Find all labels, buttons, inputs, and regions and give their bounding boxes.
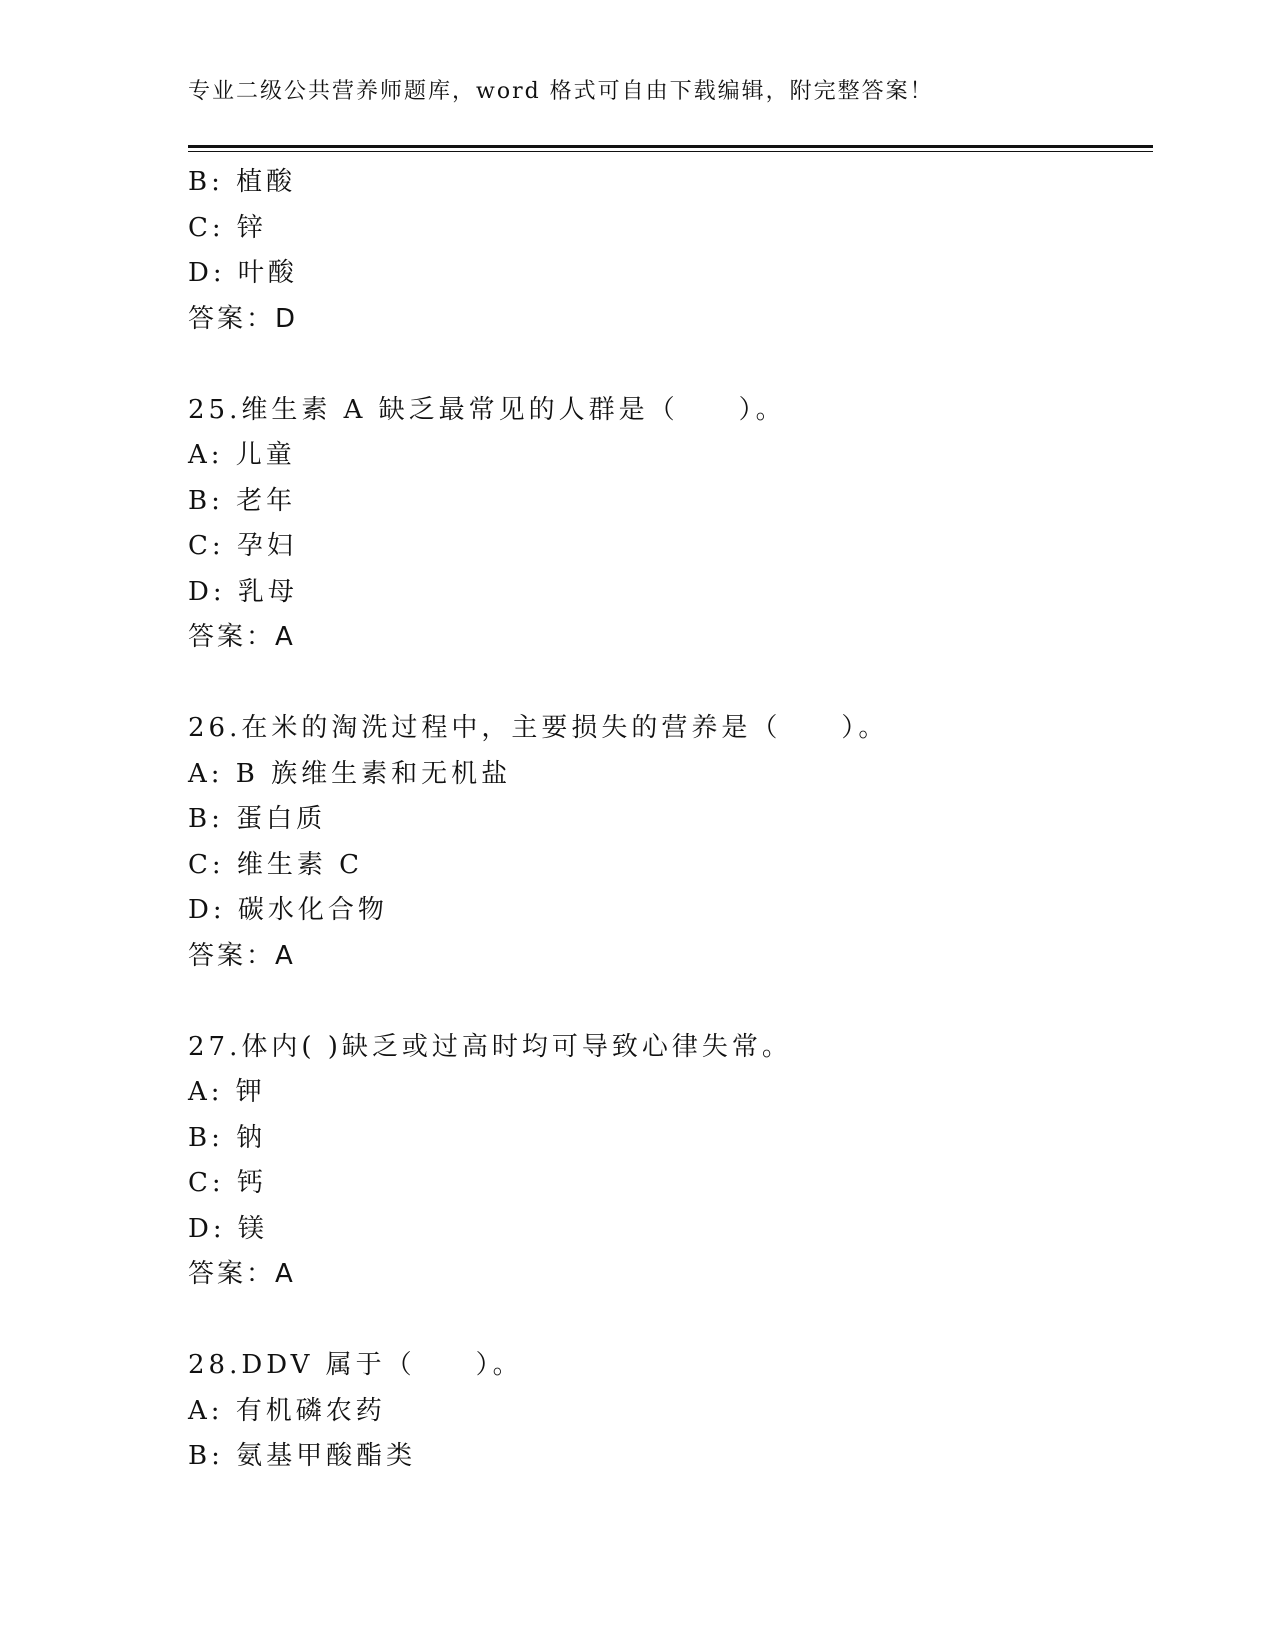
answer-line: 答案：A: [188, 1259, 296, 1289]
option-d: D: 叶酸: [188, 258, 298, 288]
option-b: B: 钠: [188, 1122, 267, 1153]
option-a: A: 有机磷农药: [188, 1395, 386, 1426]
option-c: C: 孕妇: [188, 531, 297, 561]
header-rule-thick: [188, 145, 1153, 148]
question-stem: 27.体内( )缺乏或过高时均可导致心律失常。: [188, 1031, 792, 1062]
option-b: B: 老年: [188, 485, 297, 516]
page-header: 专业二级公共营养师题库，word 格式可自由下载编辑，附完整答案！: [188, 79, 934, 104]
answer-line: 答案：A: [188, 622, 296, 652]
question-list: [188, 160, 1153, 1480]
option-d: D: 碳水化合物: [188, 895, 388, 925]
answer-line: 答案：D: [188, 303, 299, 334]
question-block-27: [188, 1025, 1153, 1298]
option-c: C: 维生素 C: [188, 849, 364, 880]
option-d: D: 乳母: [188, 576, 298, 607]
option-c: C: 锌: [188, 212, 267, 243]
question-block-28: [188, 1343, 1153, 1480]
answer-line: 答案：A: [188, 940, 296, 971]
option-c: C: 钙: [188, 1168, 267, 1198]
question-stem: 28.DDV 属于（ ）。: [188, 1350, 523, 1380]
option-b: B: 蛋白质: [188, 804, 327, 834]
question-block-26: [188, 706, 1153, 979]
option-b: B: 植酸: [188, 167, 297, 197]
option-a: A: 儿童: [188, 440, 296, 470]
option-a: A: B 族维生素和无机盐: [188, 758, 512, 789]
question-block-24: [188, 160, 1153, 342]
question-stem: 26.在米的淘洗过程中，主要损失的营养是（ ）。: [188, 713, 889, 743]
question-block-25: [188, 388, 1153, 661]
question-stem: 25.维生素 A 缺乏最常见的人群是（ ）。: [188, 394, 786, 425]
option-d: D: 镁: [188, 1213, 268, 1244]
option-b: B: 氨基甲酸酯类: [188, 1441, 417, 1471]
option-a: A: 钾: [188, 1077, 266, 1107]
header-rule-thin: [188, 151, 1153, 152]
